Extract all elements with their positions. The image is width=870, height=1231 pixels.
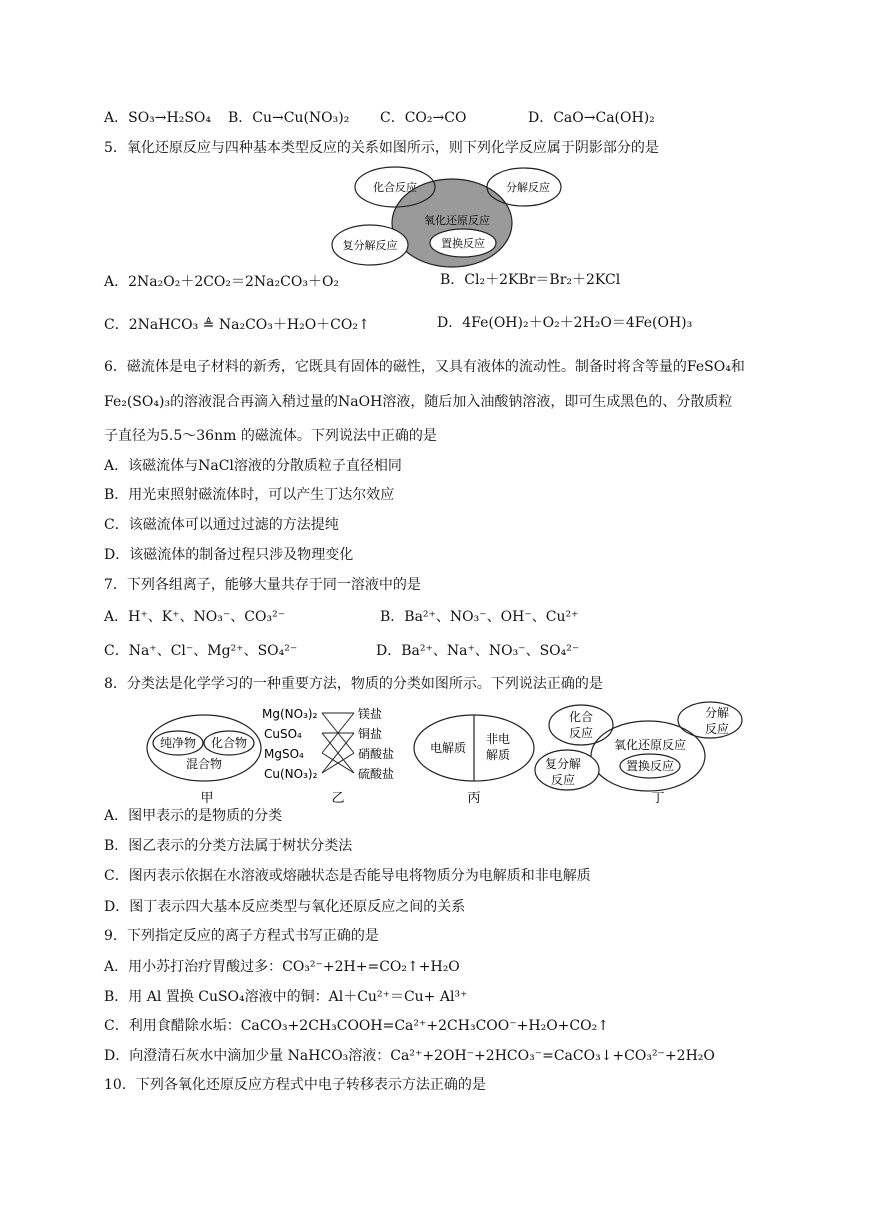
q6-option-d: D．该磁流体的制备过程只涉及物理变化 (104, 547, 354, 563)
q5-redox-label: 氧化还原反应 (424, 214, 490, 227)
q8-option-d: D．图丁表示四大基本反应类型与氧化还原反应之间的关系 (104, 899, 466, 915)
q7-option-d: D．Ba²⁺、Na⁺、NO₃⁻、SO₄²⁻ (376, 643, 580, 659)
q5-option-b: B．Cl₂＋2KBr＝Br₂＋2KCl (440, 272, 621, 288)
q7-stem: 7．下列各组离子，能够大量共存于同一溶液中的是 (104, 577, 421, 593)
q8-yi-right-3: 硝酸盐 (358, 747, 395, 761)
q8-figure-jia (145, 712, 265, 807)
q7-option-a: A．H⁺、K⁺、NO₃⁻、CO₃²⁻ (104, 609, 286, 625)
q10-stem: 10．下列各氧化还原反应方程式中电子转移表示方法正确的是 (104, 1077, 486, 1093)
q8-figure-yi (258, 703, 418, 807)
q8-yi-connectors (322, 713, 354, 773)
q5-venn-diagram (325, 165, 565, 270)
q5-decomposition-label: 分解反应 (506, 181, 550, 194)
q8-ding-caption: 丁 (651, 791, 665, 806)
q4-option-d: D．CaO→Ca(OH)₂ (528, 110, 655, 126)
q9-option-a: A．用小苏打治疗胃酸过多：CO₃²⁻+2H+=CO₂↑+H₂O (104, 959, 460, 975)
q5-stem: 5．氧化还原反应与四种基本类型反应的关系如图所示，则下列化学反应属于阴影部分的是 (104, 140, 659, 156)
q8-ding-displacement: 置换反应 (625, 759, 675, 773)
q6-stem-line-2: Fe₂(SO₄)₃的溶液混合再滴入稍过量的NaOH溶液，随后加入油酸钠溶液，即可生成黑色的、分散质粒 (104, 394, 733, 410)
q4-option-a: A．SO₃→H₂SO₄ (104, 110, 212, 126)
q6-option-c: C．该磁流体可以通过过滤的方法提纯 (104, 517, 339, 533)
q8-ding-double-2: 反应 (550, 773, 576, 787)
q8-bing-caption: 丙 (467, 791, 481, 806)
q5-double-decomposition-label: 复分解反应 (342, 239, 398, 252)
q8-yi-right-1: 镁盐 (358, 707, 383, 721)
q8-yi-left-1: Mg(NO₃)₂ (262, 707, 318, 721)
q6-option-a: A．该磁流体与NaCl溶液的分散质粒子直径相同 (104, 458, 402, 474)
q8-ding-combination-1: 化合 (568, 710, 594, 724)
q8-ding-decomposition-2: 反应 (704, 722, 730, 736)
q8-jia-mixture-label: 混合物 (185, 757, 223, 771)
q8-figure-bing (410, 712, 540, 807)
q8-jia-caption: 甲 (200, 791, 214, 806)
q6-stem-line-3: 子直径为5.5～36nm 的磁流体。下列说法中正确的是 (104, 428, 437, 444)
q5-option-c: C．2NaHCO₃ ≜ Na₂CO₃＋H₂O＋CO₂↑ (104, 317, 370, 333)
q8-yi-left-2: CuSO₄ (264, 727, 302, 741)
q8-jia-compound-label: 化合物 (210, 736, 248, 750)
q8-option-a: A．图甲表示的是物质的分类 (104, 808, 283, 824)
q9-option-b: B．用 Al 置换 CuSO₄溶液中的铜：Al＋Cu²⁺＝Cu+ Al³⁺ (104, 989, 468, 1005)
q8-yi-left-3: MgSO₄ (264, 747, 304, 761)
q5-displacement-label: 置换反应 (441, 237, 485, 250)
q6-option-b: B．用光束照射磁流体时，可以产生丁达尔效应 (104, 487, 395, 503)
q8-yi-caption: 乙 (331, 791, 345, 806)
q6-stem-line-1: 6．磁流体是电子材料的新秀，它既具有固体的磁性，又具有液体的流动性。制备时将含等量的FeSO₄和 (104, 359, 745, 375)
q8-yi-left-4: Cu(NO₃)₂ (264, 767, 318, 781)
q7-option-c: C．Na⁺、Cl⁻、Mg²⁺、SO₄²⁻ (104, 643, 298, 659)
q8-bing-right-line1: 非电 (485, 732, 511, 746)
q8-ding-double-1: 复分解 (544, 757, 582, 771)
q8-bing-left-label: 电解质 (429, 741, 467, 755)
q9-option-d: D．向澄清石灰水中滴加少量 NaHCO₃溶液：Ca²⁺+2OH⁻+2HCO₃⁻=CaCO₃↓+CO₃²⁻+2H₂O (104, 1048, 715, 1064)
q9-option-c: C．利用食醋除水垢：CaCO₃+2CH₃COOH=Ca²⁺+2CH₃COO⁻+H₂O+CO₂↑ (104, 1018, 609, 1034)
q8-yi-right-2: 铜盐 (358, 727, 383, 741)
q4-option-c: C．CO₂→CO (380, 110, 467, 126)
q9-stem: 9．下列指定反应的离子方程式书写正确的是 (104, 928, 379, 944)
q8-option-c: C．图丙表示依据在水溶液或熔融状态是否能导电将物质分为电解质和非电解质 (104, 868, 591, 884)
q8-jia-pure-label: 纯净物 (159, 736, 197, 750)
q8-ding-redox: 氧化还原反应 (613, 738, 687, 752)
q5-option-d: D．4Fe(OH)₂＋O₂＋2H₂O＝4Fe(OH)₃ (437, 315, 693, 331)
q5-combination-label: 化合反应 (373, 181, 417, 194)
q8-ding-combination-2: 反应 (568, 726, 594, 740)
q4-option-b: B．Cu→Cu(NO₃)₂ (228, 110, 350, 126)
q8-ding-decomposition-1: 分解 (704, 706, 730, 720)
q8-yi-right-4: 硫酸盐 (358, 767, 395, 781)
q8-figure-ding (530, 700, 755, 807)
q7-option-b: B．Ba²⁺、NO₃⁻、OH⁻、Cu²⁺ (380, 609, 579, 625)
q8-bing-right-line2: 解质 (485, 748, 511, 762)
q5-option-a: A．2Na₂O₂＋2CO₂＝2Na₂CO₃＋O₂ (104, 274, 340, 290)
q8-option-b: B．图乙表示的分类方法属于树状分类法 (104, 838, 353, 854)
q8-stem: 8．分类法是化学学习的一种重要方法，物质的分类如图所示。下列说法正确的是 (104, 676, 603, 692)
